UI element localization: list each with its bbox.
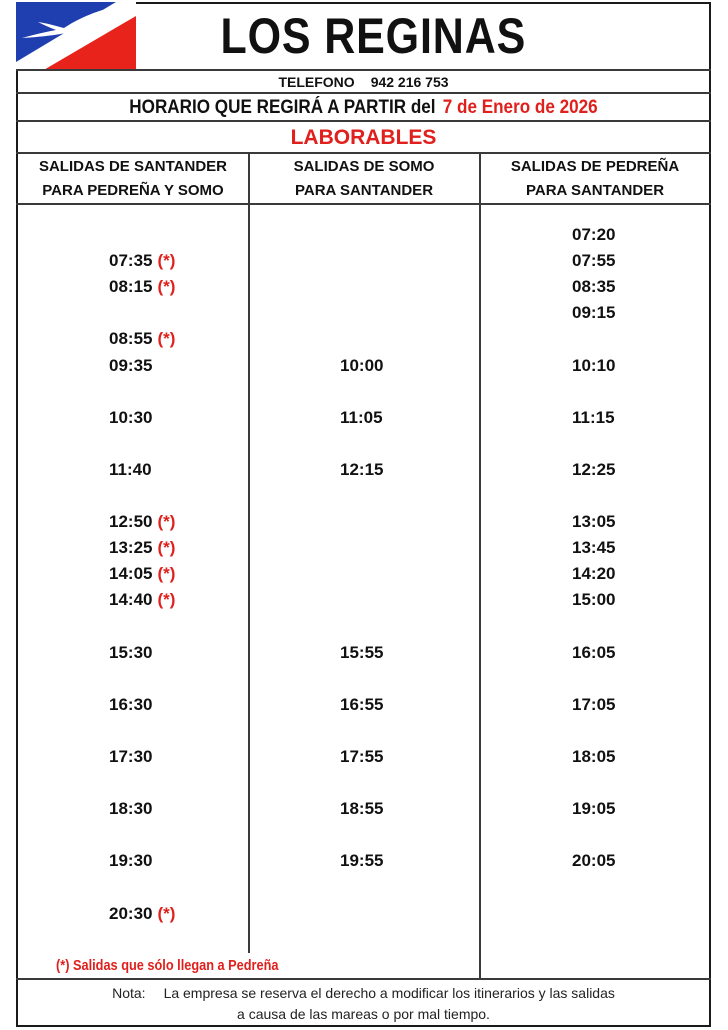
departure-time <box>572 300 615 326</box>
time-value: 15:55 <box>340 642 384 662</box>
pedrena-only-marker: (*) <box>157 903 176 923</box>
time-value: 15:30 <box>109 642 153 662</box>
departure-time <box>340 457 383 483</box>
time-value: 17:30 <box>109 747 153 766</box>
time-value: 13:45 <box>572 538 616 558</box>
departure-time <box>109 692 152 718</box>
time-value: 14:05 <box>109 564 153 584</box>
time-value: 20:05 <box>572 851 616 871</box>
time-value: 17:55 <box>340 747 384 766</box>
departure-time <box>572 535 615 561</box>
time-value: 07:20 <box>572 225 616 244</box>
departure-time <box>572 640 615 666</box>
divider <box>16 120 711 122</box>
departure-time <box>572 587 615 613</box>
time-value: 07:55 <box>572 251 616 271</box>
divider <box>16 152 711 154</box>
departure-time <box>109 901 175 927</box>
time-value: 11:05 <box>340 407 383 427</box>
time-value: 12:25 <box>572 459 616 479</box>
column-header-pedrena <box>480 155 710 203</box>
validity-intro: HORARIO QUE REGIRÁ A PARTIR del <box>129 97 436 118</box>
time-value: 13:25 <box>109 538 153 558</box>
departure-time <box>340 796 383 822</box>
departure-time <box>340 692 383 718</box>
disclaimer-note <box>16 983 711 1025</box>
time-value: 19:05 <box>572 799 616 819</box>
departure-time <box>109 744 152 770</box>
time-value: 20:30 <box>109 903 153 923</box>
time-value: 17:05 <box>572 694 616 714</box>
departure-time <box>340 405 383 431</box>
pedrena-only-marker: (*) <box>157 329 176 349</box>
phone-number: 942 216 753 <box>370 74 449 90</box>
column-header-line: SALIDAS DE SANTANDER <box>38 158 228 175</box>
departure-time <box>572 222 615 248</box>
validity-date: 7 de Enero de 2026 <box>442 97 598 118</box>
departure-time <box>109 535 175 561</box>
departure-time <box>109 248 175 274</box>
time-value: 18:05 <box>572 747 616 766</box>
departure-time <box>572 509 615 535</box>
pedrena-only-marker: (*) <box>157 251 176 271</box>
time-value: 10:00 <box>340 355 384 375</box>
column-header-line: SALIDAS DE SOMO <box>293 158 435 175</box>
departure-time <box>572 274 615 300</box>
departure-time <box>572 692 615 718</box>
phone-row <box>16 71 711 93</box>
divider <box>16 203 711 205</box>
time-value: 16:30 <box>109 694 153 714</box>
time-value: 12:50 <box>109 512 153 532</box>
time-value: 08:15 <box>109 277 153 297</box>
time-value: 19:30 <box>109 851 153 871</box>
departure-time <box>340 353 383 379</box>
footnote-pedrena-only: (*) Salidas que sólo llegan a Pedreña <box>56 957 279 974</box>
time-value: 11:40 <box>109 459 152 479</box>
column-header-line: PARA PEDREÑA Y SOMO <box>42 182 224 199</box>
column-header-line: SALIDAS DE PEDREÑA <box>510 158 680 175</box>
departure-time <box>572 248 615 274</box>
departure-time <box>109 796 152 822</box>
time-value: 13:05 <box>572 512 616 532</box>
pedrena-only-marker: (*) <box>157 538 176 558</box>
schedule-validity <box>51 94 677 121</box>
departure-time <box>572 744 615 770</box>
pedrena-only-marker: (*) <box>157 277 176 297</box>
departure-time <box>109 587 175 613</box>
day-type-heading: LABORABLES <box>290 126 437 149</box>
departure-time <box>109 509 175 535</box>
departure-time <box>572 457 615 483</box>
note-line-1: La empresa se reserva el derecho a modificar los itinerarios y las salidas <box>163 985 615 1001</box>
time-value: 09:35 <box>109 355 153 375</box>
time-value: 09:15 <box>572 303 616 323</box>
column-header-line: PARA SANTANDER <box>294 182 434 199</box>
departure-time <box>109 848 152 874</box>
company-logo <box>16 2 136 71</box>
company-title: LOS REGINAS <box>220 8 527 64</box>
time-value: 15:00 <box>572 590 616 610</box>
note-line-2: a causa de las mareas o por mal tiempo. <box>237 1006 490 1022</box>
departure-time <box>340 848 383 874</box>
time-value: 10:30 <box>109 407 153 427</box>
time-value: 12:15 <box>340 459 384 479</box>
departure-time <box>109 561 175 587</box>
time-value: 16:55 <box>340 694 384 714</box>
divider <box>16 978 711 980</box>
pedrena-only-marker: (*) <box>157 512 176 532</box>
time-value: 10:10 <box>572 355 616 375</box>
time-value: 18:55 <box>340 799 384 819</box>
column-header-line: PARA SANTANDER <box>525 182 665 199</box>
time-value: 08:55 <box>109 329 153 349</box>
departure-time <box>572 848 615 874</box>
time-value: 11:15 <box>572 407 615 427</box>
column-divider <box>248 153 250 953</box>
time-value: 16:05 <box>572 642 616 662</box>
column-header-somo <box>249 155 479 203</box>
pedrena-only-marker: (*) <box>157 590 176 610</box>
departure-time <box>572 561 615 587</box>
departure-time <box>572 405 615 431</box>
departure-time <box>340 640 383 666</box>
time-value: 14:40 <box>109 590 153 610</box>
departure-time <box>572 796 615 822</box>
departure-time <box>109 274 175 300</box>
column-divider <box>479 153 481 979</box>
time-value: 19:55 <box>340 851 384 871</box>
departure-time <box>109 405 152 431</box>
note-label: Nota: <box>112 985 146 1001</box>
departure-time <box>109 457 152 483</box>
departure-time <box>572 353 615 379</box>
phone-label: TELEFONO <box>278 74 355 90</box>
time-value: 18:30 <box>109 799 153 819</box>
departure-time <box>340 744 383 770</box>
departure-time <box>109 640 152 666</box>
time-value: 14:20 <box>572 564 616 584</box>
column-header-santander <box>18 155 248 203</box>
seagull-flag-icon <box>16 2 136 71</box>
pedrena-only-marker: (*) <box>157 564 176 584</box>
departure-time <box>109 353 152 379</box>
departure-time <box>109 326 175 352</box>
time-value: 07:35 <box>109 251 153 271</box>
time-value: 08:35 <box>572 277 616 297</box>
